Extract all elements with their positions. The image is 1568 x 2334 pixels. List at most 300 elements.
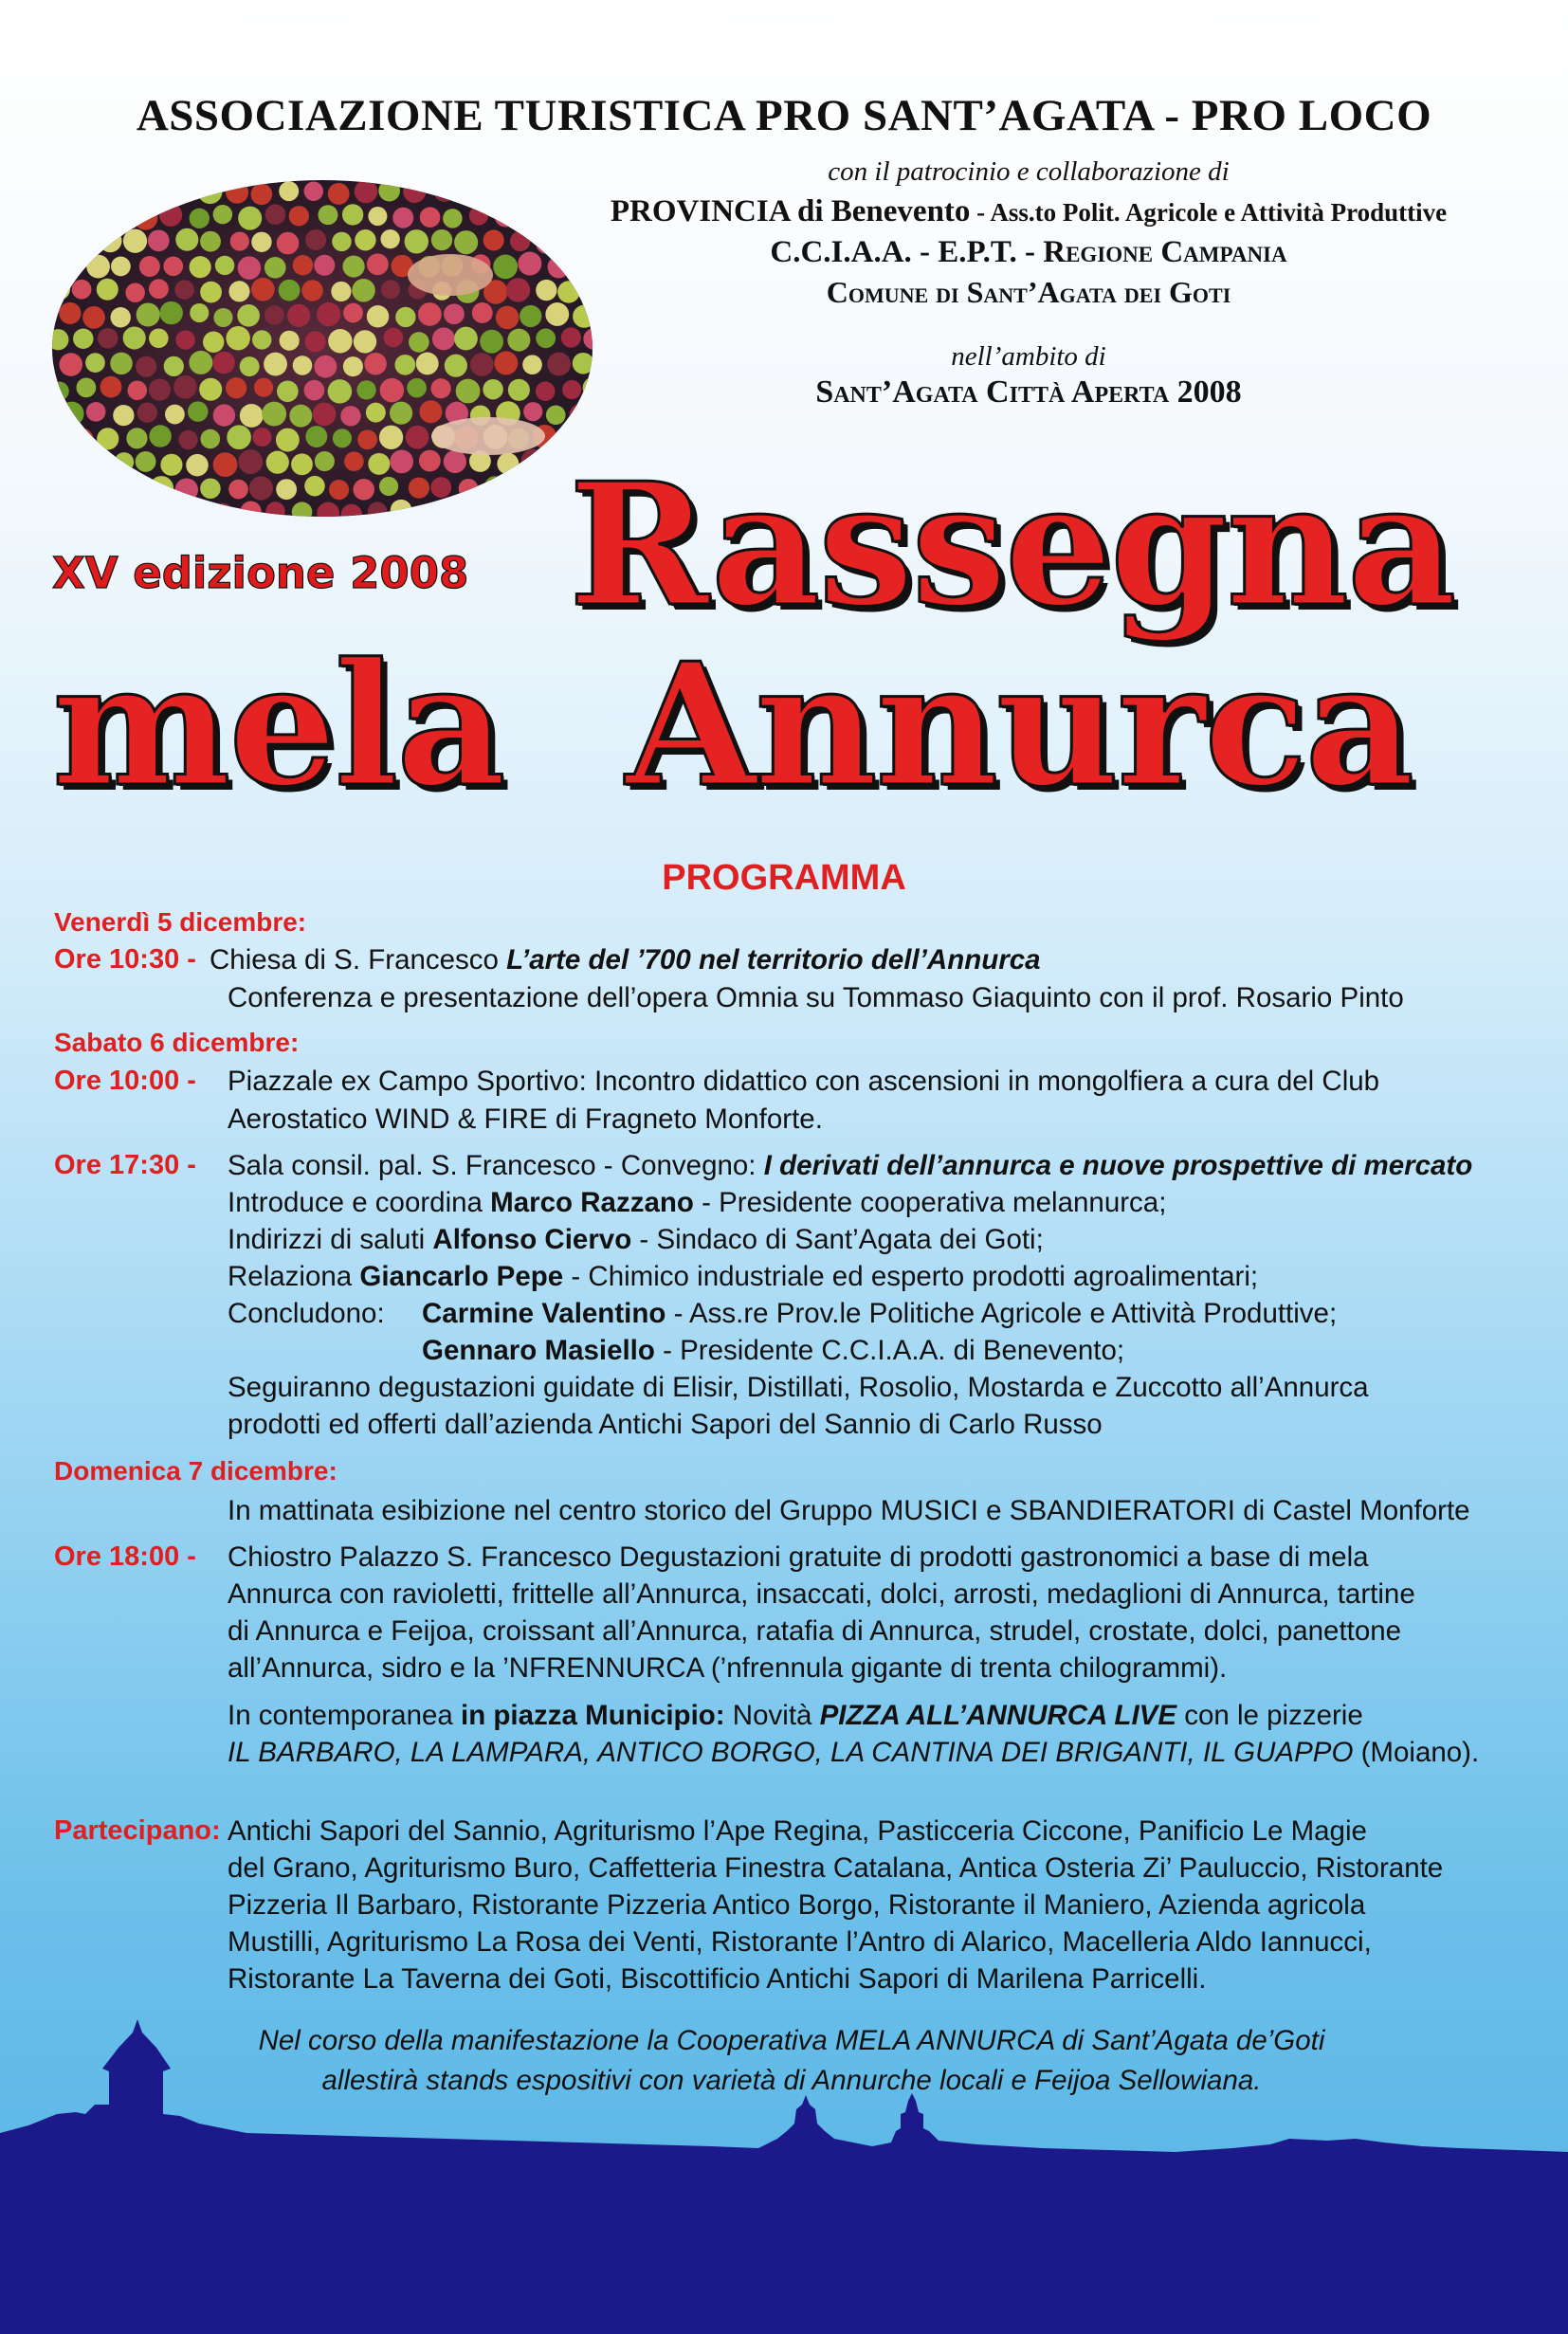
day-saturday: Sabato 6 dicembre: xyxy=(54,1028,300,1057)
apple-dot xyxy=(158,499,182,517)
apple-dot xyxy=(394,355,415,375)
apple-dot xyxy=(293,255,313,275)
apple-dot xyxy=(190,209,210,228)
sat-pm-line6 xyxy=(422,1335,1124,1367)
friday-line2: Conferenza e presentazione dell’opera Omnia su Tommaso Giaquinto con il prof. Rosario Pinto xyxy=(228,982,1404,1013)
saluti-label: Indirizzi di saluti xyxy=(228,1224,433,1255)
apple-dot xyxy=(266,451,289,474)
apple-dot xyxy=(126,428,147,448)
apple-dot xyxy=(420,207,441,228)
apple-dot xyxy=(60,210,79,228)
apple-dot xyxy=(252,330,271,349)
apple-dot xyxy=(367,305,389,327)
apple-dot xyxy=(84,452,104,472)
apple-dot xyxy=(344,451,364,471)
sat-pm-line3 xyxy=(228,1224,1044,1256)
apple-dot xyxy=(254,378,273,397)
apple-dot xyxy=(125,180,147,201)
apple-dot xyxy=(238,449,263,474)
piazza-municipio: in piazza Municipio: xyxy=(461,1700,725,1731)
title-annurca: Annurca xyxy=(626,626,1413,824)
apple-dot xyxy=(546,451,570,475)
day-friday: Venerdì 5 dicembre: xyxy=(54,907,307,937)
apple-dot xyxy=(560,427,580,447)
apple-dot xyxy=(52,182,68,202)
apple-dot xyxy=(406,426,429,449)
apple-dot xyxy=(52,428,72,452)
apple-dot xyxy=(227,425,251,449)
apple-dot xyxy=(483,229,504,250)
apple-dot xyxy=(305,426,327,447)
ambito-text: nell’ambito di xyxy=(951,341,1106,372)
apple-dot xyxy=(163,256,183,276)
apple-dot xyxy=(76,480,95,499)
cciaa-line xyxy=(531,235,1526,270)
apple-dot xyxy=(381,280,400,299)
apple-dot xyxy=(87,207,107,227)
apple-dot xyxy=(368,207,387,226)
apple-dot xyxy=(318,205,337,225)
apple-dot xyxy=(213,205,232,224)
apple-dot xyxy=(331,282,351,301)
apple-dot xyxy=(173,180,197,202)
convegno-place: Sala consil. pal. S. Francesco - Convegno: xyxy=(228,1150,764,1181)
apple-dot xyxy=(533,477,553,497)
apple-dot xyxy=(82,502,105,517)
apple-dot xyxy=(136,451,156,472)
apple-dot xyxy=(198,180,223,204)
apple-dot xyxy=(249,476,273,500)
participants-line4: Mustilli, Agriturismo La Rosa dei Venti, Ristorante l’Antro di Alarico, Macelleria Aldo Iannucci, xyxy=(228,1926,1372,1958)
apple-dot xyxy=(215,256,235,276)
apple-dot xyxy=(276,479,297,500)
apple-dot xyxy=(277,232,300,255)
apple-dot xyxy=(100,376,122,398)
apple-dot xyxy=(226,377,246,398)
apple-dot xyxy=(190,256,211,278)
masiello-role: - Presidente C.C.I.A.A. di Benevento; xyxy=(654,1335,1125,1366)
apple-dot xyxy=(178,430,197,449)
closing-note xyxy=(142,2021,1441,2101)
apple-dot xyxy=(113,405,134,426)
apple-dot xyxy=(123,229,147,253)
apple-dot xyxy=(395,307,415,327)
apple-dot xyxy=(73,329,93,349)
day-sunday: Domenica 7 dicembre: xyxy=(54,1456,337,1486)
apple-dot xyxy=(495,501,519,517)
apple-dot xyxy=(213,308,232,327)
provincia-name: PROVINCIA di Benevento xyxy=(610,194,971,228)
regione-campania: Regione Campania xyxy=(1043,235,1287,269)
sat-pm-line1 xyxy=(228,1150,1472,1182)
apple-dot xyxy=(127,380,147,400)
apple-dot xyxy=(149,279,169,299)
apple-dot xyxy=(57,501,81,517)
apple-dot xyxy=(367,253,389,275)
intro-label: Introduce e coordina xyxy=(228,1187,491,1218)
apple-dot xyxy=(333,429,352,447)
valentino-role: - Ass.re Prov.le Politiche Agricole e Attività Produttive; xyxy=(665,1298,1338,1329)
apple-dot xyxy=(495,205,517,227)
apple-dot xyxy=(340,406,360,426)
sat-pm-line5 xyxy=(422,1298,1337,1330)
apple-dot xyxy=(403,180,426,203)
closing-line1: Nel corso della manifestazione la Cooperativa MELA ANNURCA di Sant’Agata de’Goti xyxy=(258,2025,1325,2056)
apple-dot xyxy=(366,403,386,423)
apple-dot xyxy=(226,181,248,204)
apple-dot xyxy=(111,257,131,277)
apple-dot xyxy=(352,279,375,302)
apple-dot xyxy=(289,405,312,428)
apple-dot xyxy=(98,477,118,497)
sun-pm-line5 xyxy=(228,1700,1363,1732)
apple-dot xyxy=(510,231,530,251)
apple-dot xyxy=(445,355,467,377)
apple-dot xyxy=(189,351,212,374)
pizza-live: PIZZA ALL’ANNURCA LIVE xyxy=(819,1700,1176,1731)
comune-line: Comune di Sant’Agata dei Goti xyxy=(826,275,1231,309)
apple-dot xyxy=(343,356,363,376)
speaker-ciervo: Alfonso Ciervo xyxy=(432,1224,632,1255)
apple-dot xyxy=(200,478,221,499)
apple-dot xyxy=(135,500,158,517)
apple-dot xyxy=(59,302,81,324)
sat-am-line2: Aerostatico WIND & FIRE di Fragneto Monforte. xyxy=(228,1103,823,1135)
apple-dot xyxy=(86,255,110,279)
friday-title: L’arte del ’700 nel territorio dell’Annurca xyxy=(506,944,1041,976)
apple-dot xyxy=(432,327,455,350)
closing-line2: allestirà stands espositivi con varietà di Annurche locali e Feijoa Sellowiana. xyxy=(321,2065,1262,2096)
apple-dot xyxy=(354,330,376,353)
apple-dot xyxy=(148,229,170,251)
apple-dot xyxy=(125,283,145,302)
sun-am-line: In mattinata esibizione nel centro storico del Gruppo MUSICI e SBANDIERATORI di Castel Monforte xyxy=(228,1495,1470,1526)
apple-dot xyxy=(342,204,363,225)
apple-dot xyxy=(419,400,442,423)
apple-dot xyxy=(355,229,375,250)
apple-dot xyxy=(456,379,481,404)
apple-dot xyxy=(431,229,452,250)
apple-dot xyxy=(484,476,503,495)
apple-dot xyxy=(251,232,271,252)
contemporanea-label: In contemporanea xyxy=(228,1700,461,1731)
speaker-masiello: Gennaro Masiello xyxy=(422,1335,655,1366)
apple-dot xyxy=(228,480,248,500)
apple-dot xyxy=(409,332,429,353)
apple-dot xyxy=(390,402,412,425)
apple-dot xyxy=(160,454,182,476)
apple-dot xyxy=(328,329,352,353)
apple-dot xyxy=(384,328,404,348)
apple-dot xyxy=(364,353,386,374)
apple-dot xyxy=(287,304,310,327)
apple-dot xyxy=(343,303,363,323)
moiano: (Moiano). xyxy=(1353,1737,1480,1768)
apple-dot xyxy=(407,378,427,398)
apple-dot xyxy=(71,227,96,251)
apple-dot xyxy=(471,500,493,517)
apple-dot xyxy=(276,429,300,452)
apple-dot xyxy=(110,307,130,327)
apple-dot xyxy=(329,480,349,500)
apple-dot xyxy=(174,280,194,300)
apple-dot xyxy=(199,378,222,401)
apple-dot xyxy=(175,228,198,251)
apple-dot xyxy=(390,450,413,474)
sun-pm-line1: Chiostro Palazzo S. Francesco Degustazioni gratuite di prodotti gastronomici a base di mela xyxy=(228,1541,1369,1573)
apple-dot xyxy=(480,330,503,354)
apple-dot xyxy=(418,302,442,326)
apple-dot xyxy=(264,257,286,279)
provincia-line xyxy=(531,194,1526,229)
apple-dot xyxy=(430,477,451,498)
participants-line2: del Grano, Agriturismo Buro, Caffetteria Finestra Catalana, Antica Osteria Zi’ Pauluccio, Ristorante xyxy=(228,1852,1444,1884)
apple-dot xyxy=(419,450,441,472)
apple-dot xyxy=(470,353,494,376)
apple-dot xyxy=(328,379,352,403)
apple-dot xyxy=(123,326,146,349)
apple-dot xyxy=(97,279,119,301)
apple-dot xyxy=(115,504,134,517)
apple-dot xyxy=(355,180,378,203)
apple-dot xyxy=(59,255,80,276)
apple-dot xyxy=(149,425,171,447)
time-1800: Ore 18:00 - xyxy=(54,1541,196,1572)
time-1000: Ore 10:00 - xyxy=(54,1066,196,1096)
apple-dot xyxy=(507,329,530,352)
apple-dot xyxy=(314,356,337,378)
participants-line3: Pizzeria Il Barbaro, Ristorante Pizzeria Antico Borgo, Ristorante il Maniero, Azienda agricola xyxy=(228,1889,1366,1921)
speaker-pepe: Giancarlo Pepe xyxy=(359,1261,564,1292)
apple-dot xyxy=(99,229,122,253)
apple-dot xyxy=(506,278,530,301)
apple-dot xyxy=(213,404,235,426)
apple-dot xyxy=(85,353,105,373)
apple-dot xyxy=(444,450,466,473)
relaziona-label: Relaziona xyxy=(228,1261,360,1292)
apple-dot xyxy=(506,181,530,205)
apple-dot xyxy=(315,451,335,471)
apple-dot xyxy=(293,356,313,375)
apple-dot xyxy=(356,380,375,399)
apple-dot xyxy=(190,303,209,322)
apple-dot xyxy=(519,500,539,517)
apple-dot xyxy=(188,500,210,517)
apple-dot xyxy=(126,477,149,500)
apple-dot xyxy=(277,380,299,402)
apple-dot xyxy=(240,404,264,428)
sun-pm-line6 xyxy=(228,1737,1479,1769)
apple-dot xyxy=(164,356,184,376)
apple-dot xyxy=(289,206,309,226)
apple-dot xyxy=(212,352,234,374)
apple-dot xyxy=(357,429,377,449)
apple-dot xyxy=(265,204,286,225)
apple-dot xyxy=(203,332,224,353)
apple-dot xyxy=(60,402,84,427)
apple-dot xyxy=(444,303,465,324)
sun-pm-line2: Annurca con ravioletti, frittelle all’Annurca, insaccati, dolci, arrosti, medaglioni di Annurca, tartine xyxy=(228,1578,1415,1610)
apple-dot xyxy=(74,182,93,201)
apple-dot xyxy=(332,232,352,252)
apple-dot xyxy=(228,281,249,301)
apple-dot xyxy=(238,256,262,280)
apple-dot xyxy=(483,379,502,399)
event-friday xyxy=(210,944,1041,976)
sun-pm-line3: di Annurca e Feijoa, croissant all’Annurca, ratafia di Annurca, strudel, crostate, dolci, panettone xyxy=(228,1615,1402,1647)
apple-dot xyxy=(100,181,120,202)
program-heading: PROGRAMMA xyxy=(662,858,906,898)
apple-dot xyxy=(97,428,119,449)
sun-pm-line4: all’Annurca, sidro e la ’NFRENNURCA (’nfrennula gigante di trenta chilogrammi). xyxy=(228,1652,1228,1684)
apple-dot xyxy=(230,231,249,250)
apple-dot xyxy=(305,331,326,352)
apple-dot xyxy=(431,378,451,398)
hand-shape xyxy=(408,254,493,296)
apple-dot xyxy=(262,402,286,427)
apple-dot xyxy=(137,402,157,422)
pizzerie-label: con le pizzerie xyxy=(1176,1700,1363,1731)
edition-label: XV edizione 2008 xyxy=(52,548,469,598)
apple-dot xyxy=(165,405,185,425)
apple-dot xyxy=(469,206,488,225)
apple-dot xyxy=(139,256,160,277)
apple-dot xyxy=(380,229,399,248)
apple-dot xyxy=(251,184,273,206)
sat-pm-line8: prodotti ed offerti dall’azienda Antichi Sapori del Sannio di Carlo Russo xyxy=(228,1409,1103,1440)
apple-dot xyxy=(378,180,400,201)
apple-dot xyxy=(151,180,173,201)
apple-dot xyxy=(405,229,428,253)
apple-dot xyxy=(304,182,323,201)
apple-dot xyxy=(264,305,284,325)
sat-pm-line4 xyxy=(228,1261,1258,1293)
apple-dot xyxy=(59,353,82,376)
apple-dot xyxy=(304,380,325,401)
apple-dot xyxy=(313,403,337,427)
sat-pm-line2 xyxy=(228,1187,1166,1219)
apple-dot xyxy=(379,477,398,496)
apple-dot xyxy=(76,378,96,398)
apple-dot xyxy=(392,208,413,228)
apple-dot xyxy=(58,449,82,473)
patronage-text: con il patrocinio e collaborazione di xyxy=(828,156,1230,187)
apple-dot xyxy=(264,353,287,376)
concludono-label: Concludono: xyxy=(228,1298,385,1329)
apple-dot xyxy=(454,327,478,351)
apple-dot xyxy=(457,183,479,205)
apple-dot xyxy=(353,479,374,501)
apple-dot xyxy=(173,375,197,399)
apple-dot xyxy=(279,280,301,301)
hand-shape xyxy=(431,417,545,455)
apple-dot xyxy=(137,302,160,326)
apples-photo xyxy=(52,180,593,517)
apple-dot xyxy=(368,453,390,475)
apple-dot xyxy=(149,329,169,349)
cciaa-ept: C.C.I.A.A. - E.P.T. - xyxy=(770,235,1044,269)
apple-dot xyxy=(200,231,221,252)
apple-dot xyxy=(86,402,106,422)
apple-dot xyxy=(188,401,209,422)
apple-dot xyxy=(546,501,567,517)
apple-dot xyxy=(280,331,300,351)
apple-dot xyxy=(380,378,404,402)
speaker-razzano: Marco Razzano xyxy=(490,1187,694,1218)
apple-dot xyxy=(314,255,335,276)
apple-dot xyxy=(328,183,350,205)
apple-dot xyxy=(252,428,271,447)
participants-line5: Ristorante La Taverna dei Goti, Biscottificio Antichi Sapori di Marilena Parricelli. xyxy=(228,1963,1207,1995)
apple-dot xyxy=(481,180,503,202)
apple-dot xyxy=(443,209,462,228)
apple-dot xyxy=(472,302,493,323)
pizzerie-list: IL BARBARO, LA LAMPARA, ANTICO BORGO, LA CANTINA DEI BRIGANTI, IL GUAPPO xyxy=(228,1737,1354,1768)
apple-dot xyxy=(493,254,518,279)
apple-dot xyxy=(497,453,519,475)
time-1030: Ore 10:30 - xyxy=(54,944,196,975)
novita-label: Novità xyxy=(724,1700,820,1731)
apple-dot xyxy=(305,229,326,250)
apple-dot xyxy=(226,326,249,350)
apple-dot xyxy=(454,230,478,254)
apple-dot xyxy=(421,504,441,517)
apple-dot xyxy=(52,232,70,255)
apple-dot xyxy=(149,476,173,501)
apple-dot xyxy=(279,181,299,201)
pepe-role: - Chimico industriale ed esperto prodotti agroalimentari; xyxy=(563,1261,1259,1292)
participants-line1: Antichi Sapori del Sannio, Agriturismo l’Ape Regina, Pasticceria Ciccone, Panificio Le Magie xyxy=(228,1815,1367,1847)
partecipano-label: Partecipano: xyxy=(54,1815,221,1846)
razzano-role: - Presidente cooperativa melannurca; xyxy=(693,1187,1167,1218)
apple-dot xyxy=(459,479,479,499)
time-1730: Ore 17:30 - xyxy=(54,1150,196,1180)
apple-dot xyxy=(213,452,238,477)
title-rassegna: Rassegna xyxy=(569,446,1455,644)
apple-dot xyxy=(291,453,313,475)
apple-dot xyxy=(251,278,275,301)
apple-dot xyxy=(136,356,156,377)
apple-dot xyxy=(52,475,71,498)
apple-dot xyxy=(494,351,518,374)
apple-dot xyxy=(70,428,93,450)
apple-dot xyxy=(159,301,182,324)
sat-pm-line7: Seguiranno degustazioni guidate di Elisir, Distillati, Rosolio, Mostarda e Zuccotto all’Annurca xyxy=(228,1372,1369,1403)
apple-dot xyxy=(237,304,260,327)
apple-dot xyxy=(111,208,134,230)
apple-dot xyxy=(82,306,105,329)
apple-dot xyxy=(508,379,530,401)
provincia-dept: - Ass.to Polit. Agricole e Attività Produttive xyxy=(970,198,1448,227)
apple-dot xyxy=(159,204,182,227)
apple-dot xyxy=(115,452,135,472)
apple-dot xyxy=(200,429,220,449)
apple-dot xyxy=(445,500,469,517)
apple-dot xyxy=(72,280,92,300)
apple-dot xyxy=(510,475,532,497)
ciervo-role: - Sindaco di Sant’Agata dei Goti; xyxy=(631,1224,1044,1255)
apple-dot xyxy=(304,476,325,497)
apple-dot xyxy=(521,449,545,473)
apple-dot xyxy=(200,282,222,303)
apple-dot xyxy=(416,353,439,375)
association-title: ASSOCIAZIONE TURISTICA PRO SANT’AGATA - PRO LOCO xyxy=(136,91,1432,140)
convegno-title: I derivati dell’annurca e nuove prospettive di mercato xyxy=(763,1150,1473,1181)
apple-dot xyxy=(175,330,194,349)
friday-place: Chiesa di S. Francesco xyxy=(210,944,507,976)
apple-dot xyxy=(317,302,340,326)
apple-dot xyxy=(379,426,403,449)
